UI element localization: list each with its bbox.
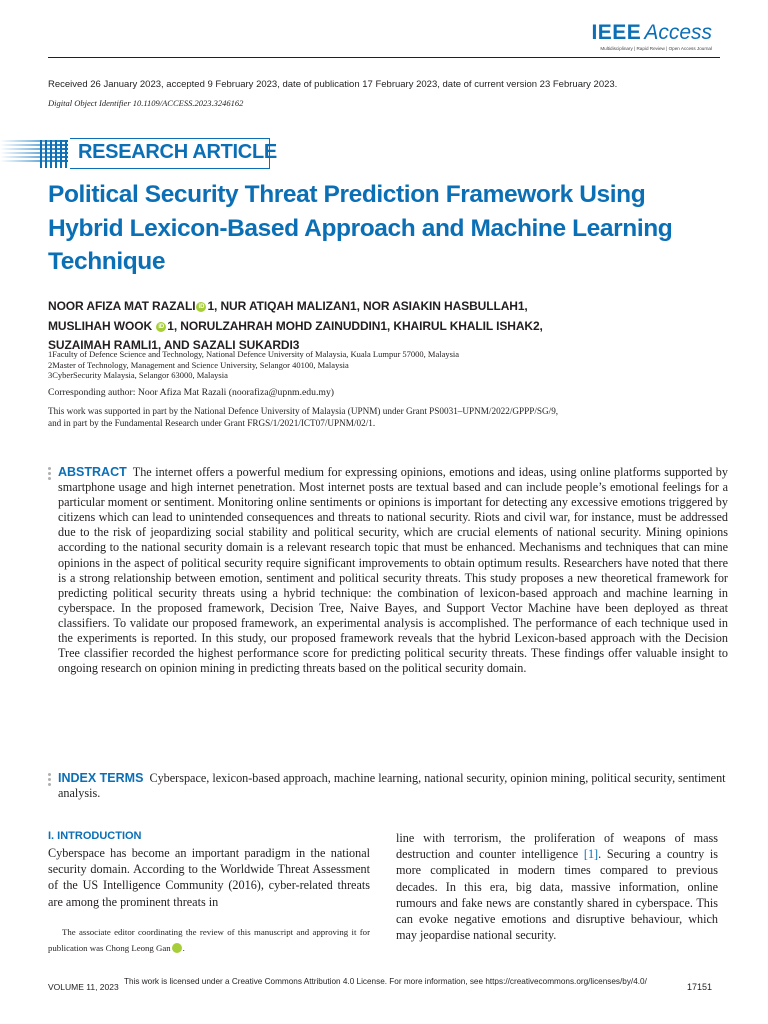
- logo-ieee-text: IEEE: [591, 21, 642, 44]
- intro-paragraph-left: Cyberspace has become an important paradigm in the national security domain. According to the Worldwide Threat Assessment of the US Intelligence Community (2016), cyber-related threats are among the prominent threats in: [48, 846, 370, 909]
- abstract: [58, 465, 728, 676]
- author-list: [48, 297, 738, 356]
- editor-note: [48, 924, 370, 956]
- intro-right-text-b: . Securing a country is more complicated in modern times compared to previous decades. In this era, big data, massive information, online rumours and fake news are constantly shared in cyberspace. This can evoke negative emotions and disruptive behaviour, which may jeopardise national security.: [396, 847, 718, 943]
- ieee-access-logo: [512, 22, 712, 62]
- logo-access-text: Access: [644, 21, 712, 44]
- author-line2-a: MUSLIHAH WOOK: [48, 318, 153, 333]
- intro-paragraph-right: [396, 830, 718, 943]
- abstract-label: ABSTRACT: [58, 465, 127, 479]
- left-column: [48, 830, 370, 910]
- orcid-icon[interactable]: iD: [156, 322, 166, 332]
- index-terms-text: Cyberspace, lexicon-based approach, machine learning, national security, opinion mining, political security, sentiment analysis.: [58, 771, 726, 801]
- abstract-text: The internet offers a powerful medium for expressing opinions, emotions and ideas, using online platforms supported by smartphone usage and high internet penetration. Most internet posts are textual based and can include people’s emotional feelings for a particular moment or sentiment. Monitoring online sentiments or opinions is important for detecting any excessive emotions triggered by citizens which can lead to unintended consequences and threats to national security. Riots and civil war, for instance, must be addressed due to the risk of jeopardizing social stability and political security, which are crucial elements of national security. Mining opinions according to the national security domain is a relevant research topic that must be enhanced. Mechanisms and techniques that can mine opinions in the aspect of political security require significant improvements to obtain optimum results. Researchers have noted that there is a strong relationship between emotion, sentiment and political security threats. This study proposes a new theoretical framework for predicting political security threats using a hybrid technique: the combination of lexicon-based approach and machine learning in cyberspace. In the proposed framework, Decision Tree, Naive Bayes, and Support Vector Machine have been deployed as threat classifiers. To validate our proposed framework, an experimental analysis is accomplished. The performance of each technique used in the experiments is reported. In this study, our proposed framework reveals that the hybrid Lexicon-based approach with the Decision Tree classifier recorded the highest performance score for predicting political security threats. These findings offer valuable insight to ongoing research on opinion mining in predicting threats based on the political security domain.: [58, 465, 728, 676]
- article-type-bars-icon: [40, 140, 70, 168]
- reference-link-1[interactable]: [1]: [583, 847, 599, 862]
- logo-wordmark: [512, 22, 712, 44]
- index-terms: [58, 771, 728, 801]
- affiliations: 1Faculty of Defence Science and Technology, National Defence University of Malaysia, Kuala Lumpur 57000, Malaysia 2Master of Technology, Management and Science University, Selangor 40100, Malaysia 3CyberSecurity Malaysia, Selangor 63000, Malaysia: [48, 349, 460, 381]
- funding-statement: This work was supported in part by the National Defence University of Malaysia (UPNM) under Grant PS0031–UPNM/2022/GPPP/SG/9, and in part by the Fundamental Research under Grant FRGS/1/2021/ICT07/UPNM/02/1.: [48, 406, 559, 428]
- section-heading-introduction: I. INTRODUCTION: [48, 830, 142, 842]
- logo-tagline: Multidisciplinary | Rapid Review | Open Access Journal: [600, 46, 712, 51]
- author-line1-b: 1, NUR ATIQAH MALIZAN1, NOR ASIAKIN HASBULLAH1,: [207, 299, 528, 313]
- footer-volume: VOLUME 11, 2023: [48, 982, 119, 992]
- abstract-dots-icon: [48, 467, 52, 482]
- footer-license[interactable]: This work is licensed under a Creative Commons Attribution 4.0 License. For more information, see https://creativecommons.org/licenses/by/4.0/: [124, 977, 647, 986]
- article-title: Political Security Threat Prediction Framework Using Hybrid Lexicon-Based Approach and Machine Learning Technique: [48, 181, 673, 275]
- editor-note-text: The associate editor coordinating the review of this manuscript and approving it for publication was Chong Leong Gan: [48, 927, 370, 953]
- header-rule: [48, 57, 720, 58]
- footer-page-number: 17151: [686, 982, 712, 992]
- author-line1-a: NOOR AFIZA MAT RAZALI: [48, 299, 196, 313]
- article-type-label: RESEARCH ARTICLE: [78, 141, 277, 163]
- orcid-icon[interactable]: iD: [172, 943, 182, 953]
- intro-right-text-a: line with terrorism, the proliferation of weapons of mass destruction and counter intelligence: [396, 831, 718, 862]
- author-line2-b: 1, NORULZAHRAH MOHD ZAINUDDIN1, KHAIRUL KHALIL ISHAK2,: [167, 318, 543, 333]
- received-dates: Received 26 January 2023, accepted 9 February 2023, date of publication 17 February 2023, date of current version 23 February 2023.: [48, 79, 618, 90]
- index-terms-label: INDEX TERMS: [58, 771, 144, 785]
- right-column: [396, 830, 718, 943]
- editor-note-period: .: [182, 943, 185, 953]
- corresponding-author: Corresponding author: Noor Afiza Mat Razali (noorafiza@upnm.edu.my): [48, 387, 335, 398]
- index-terms-dots-icon: [48, 773, 52, 788]
- orcid-icon[interactable]: iD: [196, 302, 206, 312]
- doi-line[interactable]: Digital Object Identifier 10.1109/ACCESS.2023.3246162: [48, 98, 244, 108]
- author-line3: SUZAIMAH RAMLI1, AND SAZALI SUKARDI3: [48, 338, 300, 352]
